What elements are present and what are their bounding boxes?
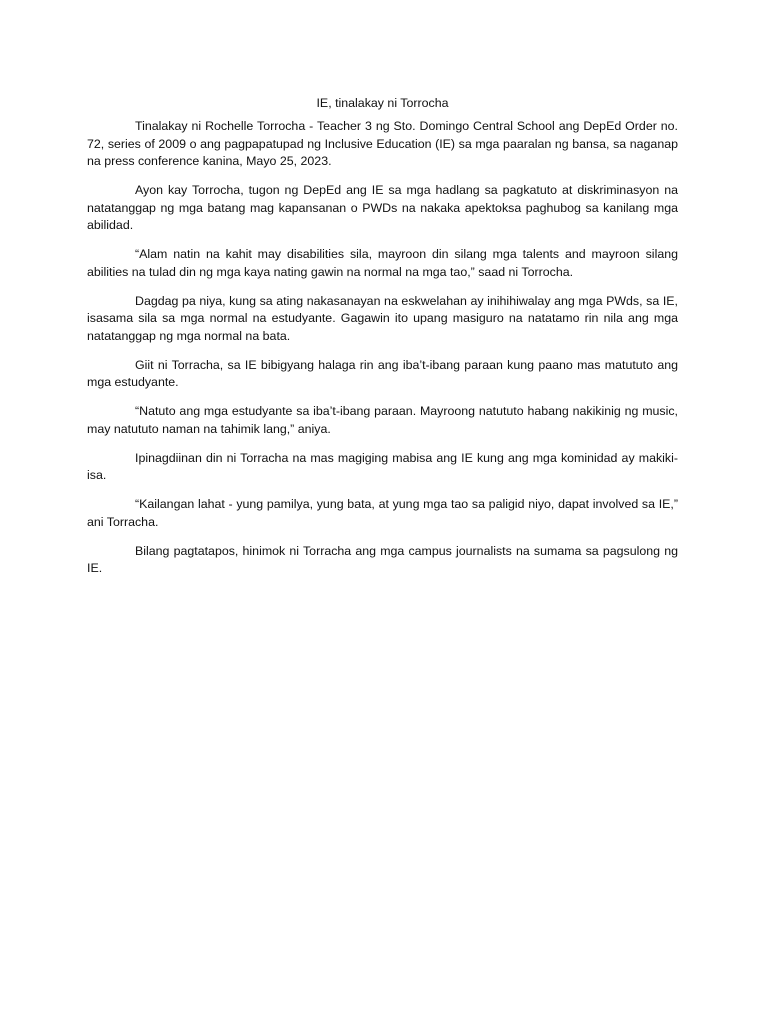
paragraph-8: “Kailangan lahat - yung pamilya, yung bata, at yung mga tao sa paligid niyo, dapat involved sa IE,” ani Torracha. [87, 497, 678, 529]
paragraph-5: Giit ni Torracha, sa IE bibigyang halaga rin ang iba’t-ibang paraan kung paano mas matututo ang mga estudyante. [87, 357, 678, 389]
paragraph-2: Ayon kay Torrocha, tugon ng DepEd ang IE sa mga hadlang sa pagkatuto at diskriminasyon na natatanggap ng mga batang mag kapansanan o PWDs na nakaka apektoksa paghubog sa kanilang mga abilidad. [87, 183, 678, 232]
paragraph-4: Dagdag pa niya, kung sa ating nakasanayan na eskwelahan ay inihihiwalay ang mga PWds, sa IE, isasama sila sa mga normal na estudyante. Gagawin ito upang masiguro na natatamo rin nila ang mga natatanggap ng mga normal na bata. [87, 293, 678, 343]
paragraph-9: Bilang pagtatapos, hinimok ni Torracha ang mga campus journalists na sumama sa pagsulong ng IE. [87, 543, 678, 575]
document-title: IE, tinalakay ni Torrocha [316, 96, 449, 110]
document-page [87, 95, 678, 589]
paragraph-3: “Alam natin na kahit may disabilities sila, mayroon din silang mga talents and mayroon silang abilities na tulad din ng mga kaya nating gawin na normal na mga tao,” saad ni Torrocha. [87, 247, 678, 279]
paragraph-6: “Natuto ang mga estudyante sa iba’t-ibang paraan. Mayroong natututo habang nakikinig ng music, may natututo naman na tahimik lang,” aniya. [87, 404, 678, 436]
paragraph-1: Tinalakay ni Rochelle Torrocha - Teacher 3 ng Sto. Domingo Central School ang DepEd Order no. 72, series of 2009 o ang pagpapatupad ng Inclusive Education (IE) sa mga paaralan ng bansa, sa naganap na press conference kanina, Mayo 25, 2023. [87, 119, 678, 168]
paragraph-7: Ipinagdiinan din ni Torracha na mas magiging mabisa ang IE kung ang mga kominidad ay makiki-isa. [87, 450, 678, 482]
